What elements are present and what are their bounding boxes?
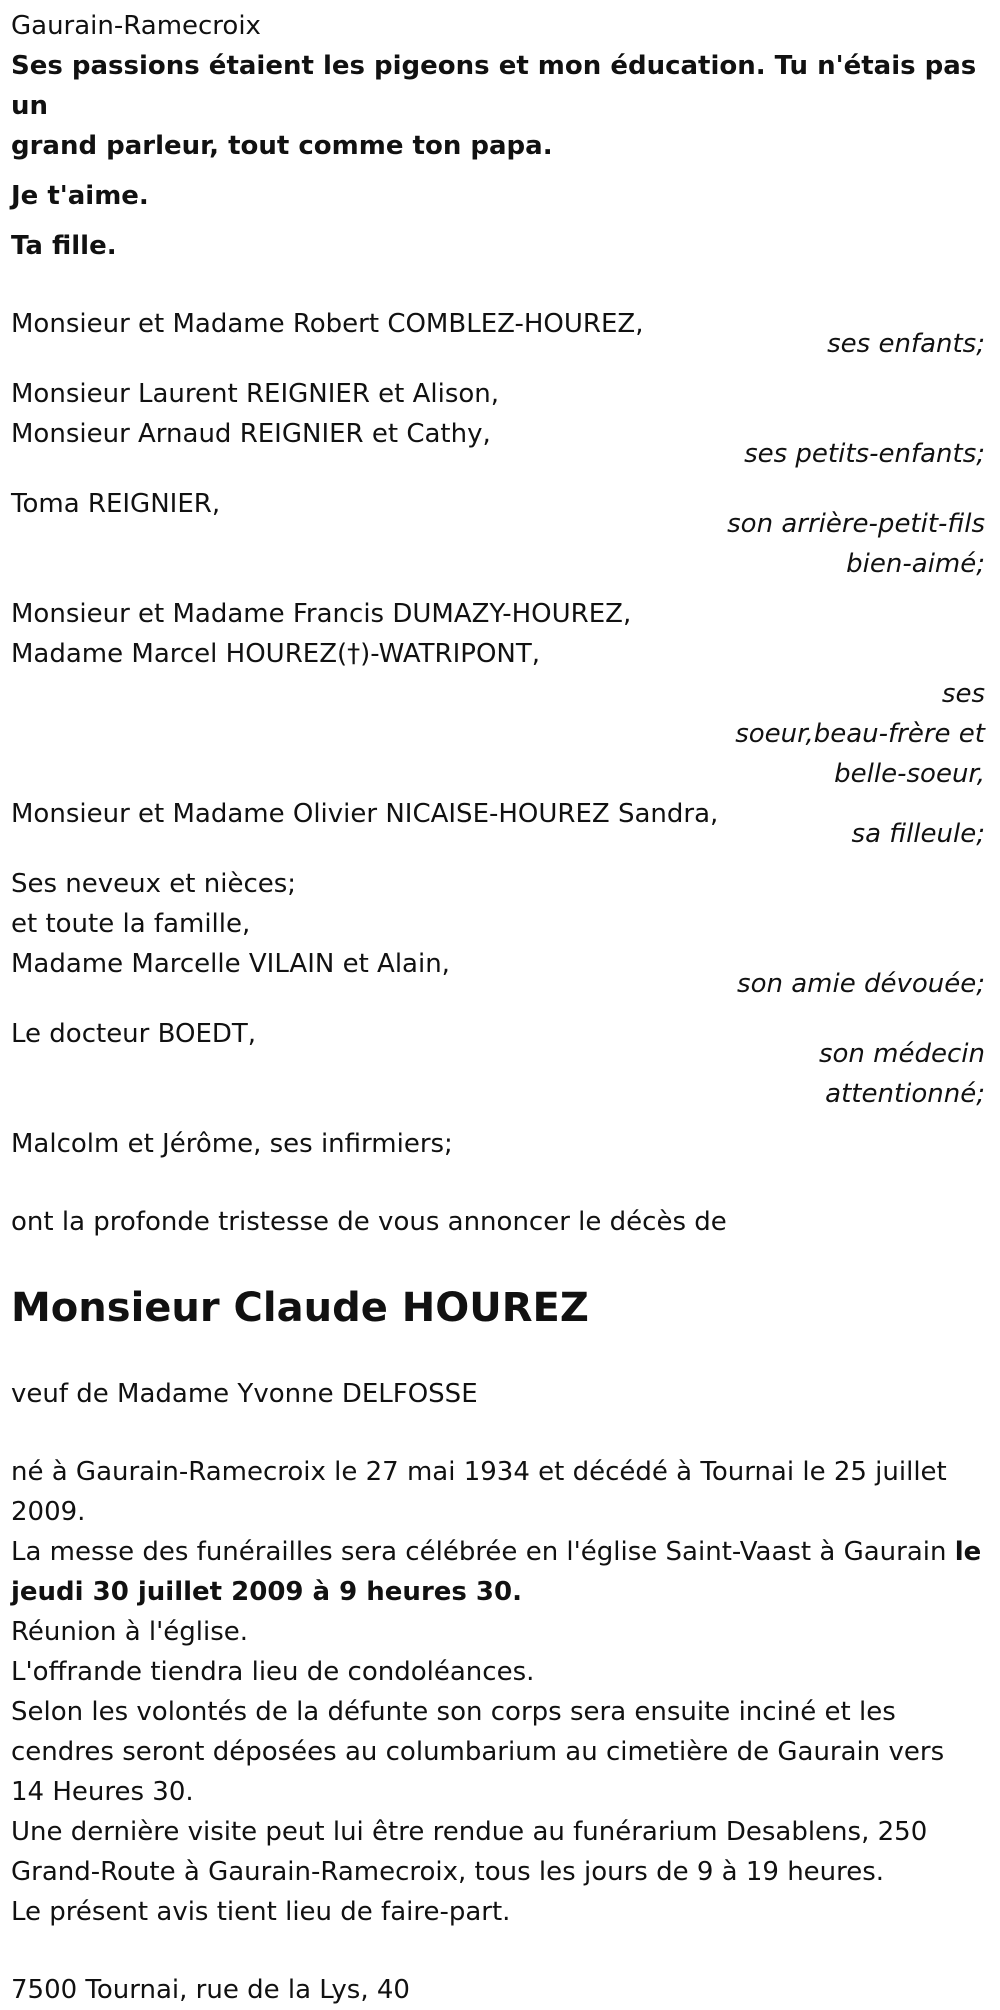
widower-line: veuf de Madame Yvonne DELFOSSE [11, 1379, 478, 1409]
family-name: Madame Marcelle VILAIN et Alain, [11, 949, 450, 979]
family-name: Monsieur Arnaud REIGNIER et Cathy, [11, 419, 491, 449]
family-name: Monsieur et Madame Francis DUMAZY-HOUREZ, [11, 599, 632, 629]
family-name: Le docteur BOEDT, [11, 1019, 257, 1049]
funeral-details [11, 1452, 985, 1932]
notice-line: Le présent avis tient lieu de faire-part. [11, 1897, 511, 1927]
family-name: Ses neveux et nièces; [11, 869, 297, 899]
family-name: Monsieur et Madame Robert COMBLEZ-HOUREZ, [11, 309, 644, 339]
family-role-line: ses [941, 679, 985, 709]
cremation-line: Selon les volontés de la défunte son corps sera ensuite inciné et les [11, 1697, 896, 1727]
address-line: 7500 Tournai, rue de la Lys, 40 [11, 1975, 410, 2005]
mass-date: jeudi 30 juillet 2009 à 9 heures 30. [11, 1577, 522, 1607]
family-entry [11, 1124, 985, 1164]
offering-line: L'offrande tiendra lieu de condoléances. [11, 1657, 535, 1687]
family-entry [11, 304, 985, 364]
family-list [11, 304, 985, 1164]
family-entry [11, 374, 985, 474]
family-role-line: son amie dévouée; [737, 969, 985, 999]
mass-date-start: le [954, 1537, 982, 1567]
announcement: ont la profonde tristesse de vous annoncer le décès de [11, 1207, 727, 1237]
family-name: Toma REIGNIER, [11, 489, 221, 519]
intro-love: Je t'aime. [11, 181, 149, 211]
visit-line: Une dernière visite peut lui être rendue au funérarium Desablens, 250 [11, 1817, 928, 1847]
visit-line: Grand-Route à Gaurain-Ramecroix, tous les jours de 9 à 19 heures. [11, 1857, 885, 1887]
family-role-line: attentionné; [825, 1079, 985, 1109]
family-entry [11, 484, 985, 584]
reunion-line: Réunion à l'église. [11, 1617, 249, 1647]
family-name: et toute la famille, [11, 909, 251, 939]
birth-death-line: 2009. [11, 1497, 86, 1527]
family-role-line: ses enfants; [827, 329, 985, 359]
family-role-line: belle-soeur, [834, 759, 985, 789]
family-role [11, 674, 985, 794]
family-name: Malcolm et Jérôme, ses infirmiers; [11, 1129, 453, 1159]
intro-line-1: Ses passions étaient les pigeons et mon éducation. Tu n'étais pas un [11, 51, 977, 121]
cremation-line: cendres seront déposées au columbarium au cimetière de Gaurain vers [11, 1737, 945, 1767]
family-name: Madame Marcel HOUREZ(†)-WATRIPONT, [11, 639, 541, 669]
family-entry [11, 864, 985, 1004]
family-role-line: sa filleule; [851, 819, 985, 849]
family-entry [11, 594, 985, 794]
cremation-line: 14 Heures 30. [11, 1777, 194, 1807]
intro-line-2: grand parleur, tout comme ton papa. [11, 131, 553, 161]
family-entry [11, 794, 985, 854]
family-role-line: bien-aimé; [846, 549, 985, 579]
birth-death-line: né à Gaurain-Ramecroix le 27 mai 1934 et décédé à Tournai le 25 juillet [11, 1457, 947, 1487]
location-label: Gaurain-Ramecroix [11, 11, 261, 41]
intro-signature: Ta fille. [11, 231, 117, 261]
family-role-line: ses petits-enfants; [744, 439, 985, 469]
mass-text: La messe des funérailles sera célébrée en l'église Saint-Vaast à Gaurain [11, 1537, 955, 1567]
family-role-line: soeur,beau-frère et [735, 719, 985, 749]
deceased-name: Monsieur Claude HOUREZ [11, 1285, 589, 1331]
family-name: Monsieur Laurent REIGNIER et Alison, [11, 379, 500, 409]
family-role-line: son arrière-petit-fils [727, 509, 985, 539]
family-role-line: son médecin [818, 1039, 985, 1069]
family-name: Monsieur et Madame Olivier NICAISE-HOUREZ Sandra, [11, 799, 719, 829]
family-entry [11, 1014, 985, 1114]
mass-line [11, 1532, 985, 1572]
